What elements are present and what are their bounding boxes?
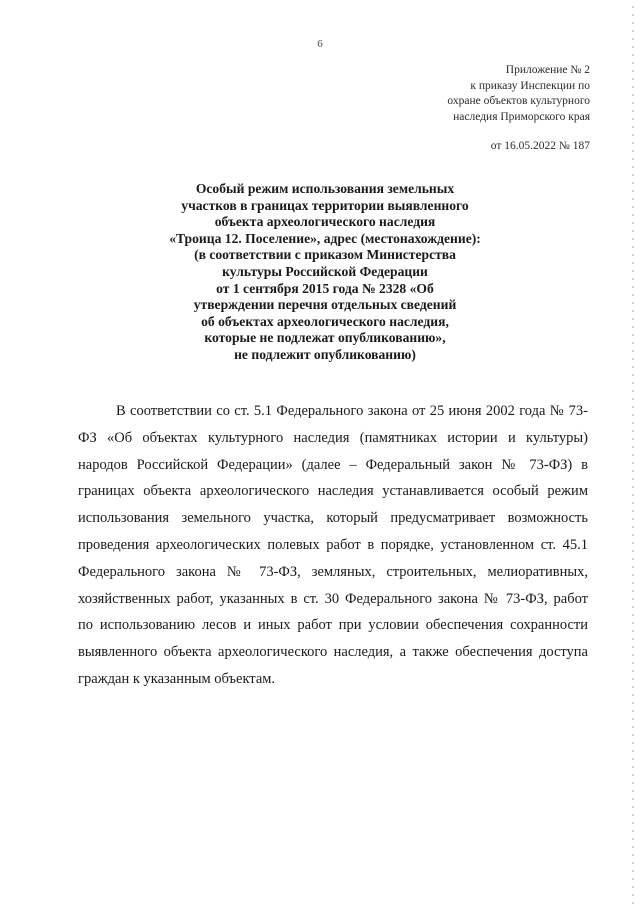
body-line: В соответствии со ст. 5.1 Федерального закона от 25 июня 2002 года № 73- [116, 403, 588, 419]
title-line: которые не подлежат опубликованию», [204, 330, 446, 346]
document-title [140, 181, 510, 364]
title-line: (в соответствии с приказом Министерства [194, 247, 456, 263]
appendix-line: охране объектов культурного [447, 95, 590, 107]
appendix-line: Приложение № 2 [505, 64, 590, 76]
body-line: хозяйственных работ, указанных в ст. 30 Федерального закона № 73-ФЗ, работ [78, 590, 588, 607]
order-date: от 16.05.2022 № 187 [490, 140, 590, 152]
title-line: культуры Российской Федерации [222, 263, 428, 279]
body-line: по использованию лесов и иных работ при условии обеспечения сохранности [78, 617, 588, 634]
title-line: не подлежит опубликованию) [234, 346, 416, 362]
appendix-header [330, 63, 590, 125]
title-line: «Троица 12. Поселение», адрес (местонахождение): [169, 230, 481, 246]
title-line: участков в границах территории выявленного [181, 197, 469, 213]
appendix-line: к приказу Инспекции по [470, 79, 590, 92]
title-line: утверждении перечня отдельных сведений [193, 297, 457, 313]
body-line: использования земельного участка, который предусматривает возможность [78, 510, 588, 527]
title-line: об объектах археологического наследия, [201, 313, 449, 329]
body-line: границах объекта археологического наследия устанавливается особый режим [78, 483, 588, 500]
body-line: Федерального закона № 73-ФЗ, земляных, строительных, мелиоративных, [78, 563, 588, 580]
title-line: объекта археологического наследия [214, 214, 436, 230]
appendix-line: наследия Приморского края [453, 110, 590, 123]
body-line: граждан к указанным объектам. [78, 670, 276, 687]
title-line: от 1 сентября 2015 года № 2328 «Об [216, 280, 434, 296]
body-line: ФЗ «Об объектах культурного наследия (памятниках истории и культуры) [78, 429, 588, 446]
body-paragraph [78, 398, 588, 693]
scan-edge-stripe [632, 0, 634, 905]
body-line: народов Российской Федерации» (далее – Федеральный закон № 73-ФЗ) в [78, 456, 588, 473]
title-line: Особый режим использования земельных [195, 181, 455, 196]
body-line: выявленного объекта археологического наследия, а также обеспечения доступа [78, 644, 588, 661]
page-number: 6 [317, 38, 323, 50]
body-line: проведения археологических полевых работ в порядке, установленном ст. 45.1 [78, 536, 588, 553]
